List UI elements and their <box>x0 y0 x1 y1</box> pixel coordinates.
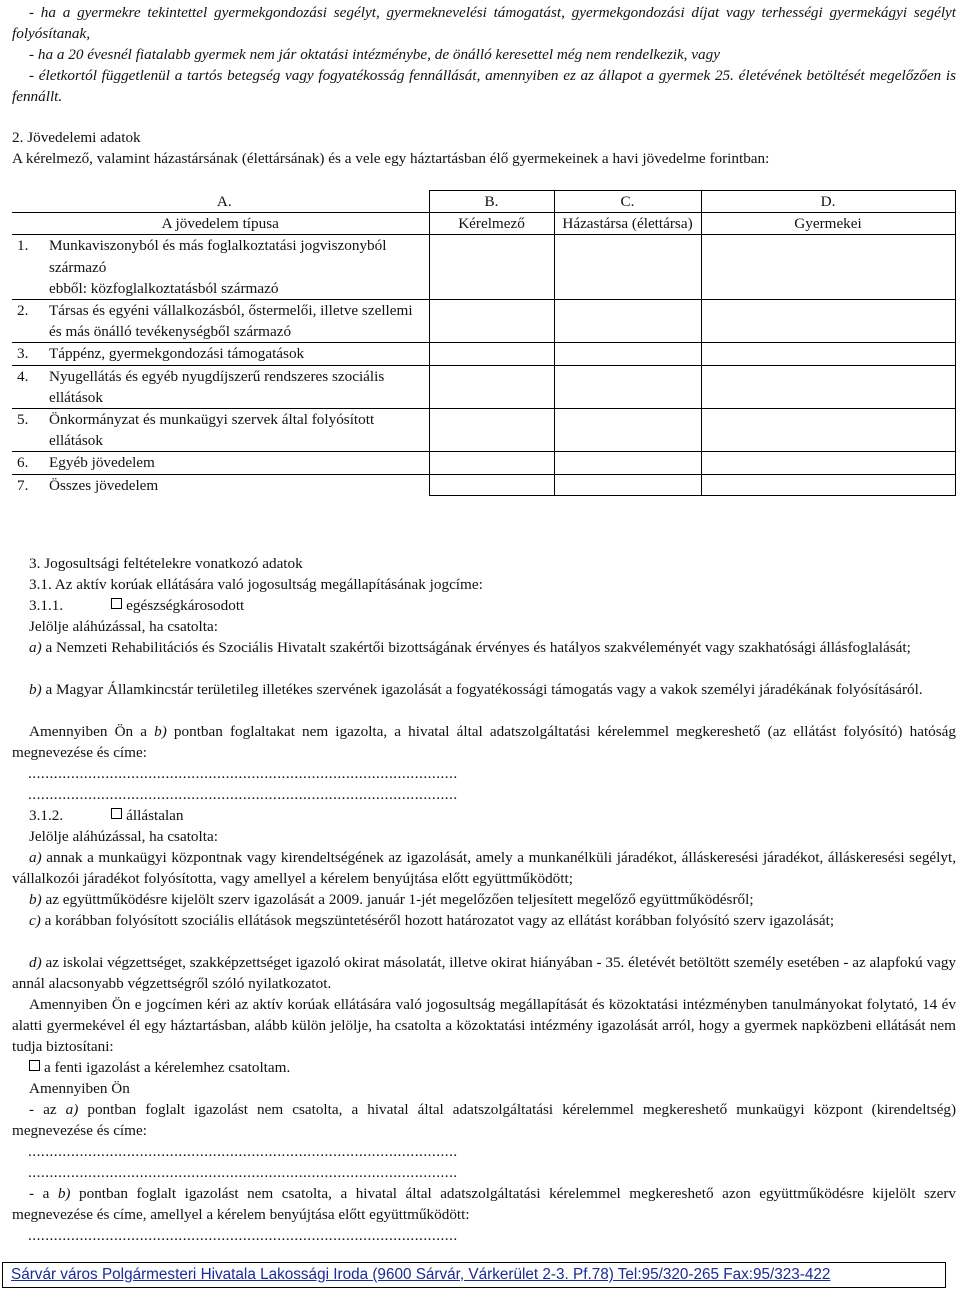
row-sublabel: ebből: közfoglalkoztatásból származó <box>49 279 279 297</box>
checkbox-unemployed[interactable] <box>111 808 122 819</box>
letter-d: D. <box>701 191 955 213</box>
cell-input[interactable] <box>554 235 701 300</box>
cell-input[interactable] <box>429 452 554 474</box>
fill-line[interactable]: .................................................................................................... <box>28 1143 458 1160</box>
table-row <box>12 474 955 496</box>
section-heading-eligibility: 3. Jogosultsági feltételekre vonatkozó adatok <box>29 555 303 572</box>
row-label: Táppénz, gyermekgondozási támogatások <box>49 345 305 363</box>
cell-input[interactable] <box>554 409 701 452</box>
cell-input[interactable] <box>554 300 701 343</box>
row-number: 4. <box>17 367 29 385</box>
table-header-letters <box>12 191 955 213</box>
cell-input[interactable] <box>701 474 955 496</box>
row-label: Összes jövedelem <box>49 476 159 494</box>
cell-input[interactable] <box>701 235 955 300</box>
row-number: 2. <box>17 302 29 320</box>
list-item-disability: - életkortól függetlenül a tartós betegség vagy fogyatékosság fennállását, amennyiben ez az állapot a gyermek 25. életévének betöltését megelőzően is fennállt. <box>12 67 956 106</box>
row-number: 6. <box>17 454 29 472</box>
cell-input[interactable] <box>554 452 701 474</box>
section-heading-income: 2. Jövedelemi adatok <box>12 129 141 146</box>
col-applicant: Kérelmező <box>429 213 554 235</box>
doc-item-a-311: a) a Nemzeti Rehabilitációs és Szociális Hivatalt szakértői bizottságának érvényes és hatályos szakvéleményét vagy szakhatósági állásfoglalását; <box>29 639 911 656</box>
income-intro: A kérelmező, valamint házastársának (élettársának) és a vele egy háztartásban élő gyermekeinek a havi jövedelme forintban: <box>12 150 770 167</box>
mark-instruction: Jelölje aláhúzással, ha csatolta: <box>29 618 218 635</box>
letter-b: B. <box>429 191 554 213</box>
footer-address: Sárvár város Polgármesteri Hivatala Lakossági Iroda (9600 Sárvár, Várkerület 2-3. Pf.78) Tel:95/320-265 Fax:95/323-422 <box>2 1262 946 1288</box>
table-row <box>12 300 955 343</box>
fill-line[interactable]: .................................................................................................... <box>28 1164 458 1181</box>
option-attached: a fenti igazolást a kérelemhez csatoltam. <box>12 1057 956 1078</box>
list-item-childcare: - ha a gyermekre tekintettel gyermekgondozási segélyt, gyermeknevelési támogatást, gyermekgondozási díjat vagy terhességi gyermekágyi segélyt folyósítanak, <box>12 4 956 43</box>
fill-line[interactable]: .................................................................................................... <box>28 786 458 803</box>
mark-instruction: Jelölje aláhúzással, ha csatolta: <box>29 828 218 845</box>
fill-line[interactable]: .................................................................................................... <box>28 765 458 782</box>
cell-input[interactable] <box>554 474 701 496</box>
option-unemployed: 3.1.2. állástalan <box>29 807 184 824</box>
cell-input[interactable] <box>429 343 554 365</box>
table-header-columns <box>12 213 955 235</box>
doc-item-b-311: b) a Magyar Államkincstár területileg illetékes szervének igazolását a fogyatékossági támogatás vagy a vakok személyi járadékának folyósításáról. <box>29 681 923 698</box>
cell-input[interactable] <box>701 452 955 474</box>
option-health-damaged: 3.1.1. egészségkárosodott <box>29 597 245 614</box>
list-item-under-20: - ha a 20 évesnél fiatalabb gyermek nem jár oktatási intézménybe, de önálló keresettel még nem rendelkezik, vagy <box>29 46 720 63</box>
paragraph-if-b-missing: Amennyiben Ön a b) pontban foglaltakat nem igazolta, a hivatal által adatszolgáltatási kérelemmel megkereshető (az ellátást folyósító) hatóság megnevezése és címe: <box>12 723 957 762</box>
row-label: Munkaviszonyból és más foglalkoztatási jogviszonyból származó <box>49 237 387 276</box>
col-income-type: A jövedelem típusa <box>12 213 429 235</box>
table-row <box>12 343 955 365</box>
doc-item-d-312: d) az iskolai végzettséget, szakképzettséget igazoló okirat másolatát, illetve okirat hiányában - 35. életévét betöltött személy esetében - az alapfokú vagy annál alacsonyabb végzettségről szóló nyilatkozatot. <box>12 954 957 993</box>
row-label: Társas és egyéni vállalkozásból, őstermelői, illetve szellemi és más önálló tevékenységből származó <box>49 302 413 341</box>
table-row <box>12 409 955 452</box>
cell-input[interactable] <box>429 409 554 452</box>
table-row <box>12 452 955 474</box>
cell-input[interactable] <box>429 474 554 496</box>
paragraph-if-you: Amennyiben Ön <box>29 1080 130 1097</box>
cell-input[interactable] <box>554 343 701 365</box>
cell-input[interactable] <box>429 365 554 408</box>
cell-input[interactable] <box>429 300 554 343</box>
cell-input[interactable] <box>429 235 554 300</box>
cell-input[interactable] <box>701 300 955 343</box>
cell-input[interactable] <box>554 365 701 408</box>
row-number: 3. <box>17 345 29 363</box>
col-children: Gyermekei <box>701 213 955 235</box>
paragraph-if-a-missing: - az a) pontban foglalt igazolást nem csatolta, a hivatal által adatszolgáltatási kérelemmel megkereshető munkaügyi központ (kirendeltség) megnevezése és címe: <box>12 1101 956 1140</box>
cell-input[interactable] <box>701 343 955 365</box>
fill-line[interactable]: .................................................................................................... <box>28 1227 458 1244</box>
doc-item-b-312: b) az együttműködésre kijelölt szerv igazolását a 2009. január 1-jét megelőzően teljesített megelőző együttműködésről; <box>29 891 754 908</box>
row-label: Nyugellátás és egyéb nyugdíjszerű rendszeres szociális ellátások <box>49 367 385 406</box>
letter-c: C. <box>554 191 701 213</box>
table-row <box>12 365 955 408</box>
row-number: 5. <box>17 411 29 429</box>
cell-input[interactable] <box>701 365 955 408</box>
row-label: Önkormányzat és munkaügyi szervek által folyósított ellátások <box>49 411 375 450</box>
cell-input[interactable] <box>701 409 955 452</box>
doc-item-c-312: c) a korábban folyósított szociális ellátások megszüntetéséről hozott határozatot vagy az ellátást korábban folyósító szerv igazolását; <box>29 912 835 929</box>
checkbox-attached[interactable] <box>29 1060 40 1071</box>
income-table <box>12 190 956 496</box>
paragraph-school-certificate: Amennyiben Ön e jogcímen kéri az aktív korúak ellátására való jogosultság megállapítását és közoktatási intézményben tanulmányokat folytató, 14 év alatti gyermekével él egy háztartásban, alább külön jelölje, ha csatolta a közoktatási intézmény igazolását arról, hogy a gyermek napközbeni ellátását nem tudja biztosítani: <box>12 996 956 1056</box>
doc-item-a-312: a) annak a munkaügyi központnak vagy kirendeltségének az igazolását, amely a munkanélküli járadékot, álláskeresési járadékot, álláskeresési segélyt, vállalkozói járadékot folyósította, vagy amellyel a kérelem benyújtása előtt együttműködött; <box>12 849 956 888</box>
col-spouse: Házastársa (élettársa) <box>554 213 701 235</box>
subsection-heading-31: 3.1. Az aktív korúak ellátására való jogosultság megállapításának jogcíme: <box>29 576 483 593</box>
row-label: Egyéb jövedelem <box>49 454 155 472</box>
letter-a: A. <box>12 191 429 213</box>
row-number: 7. <box>17 476 29 494</box>
row-number: 1. <box>17 237 29 255</box>
paragraph-if-b-missing-312: - a b) pontban foglalt igazolást nem csatolta, a hivatal által adatszolgáltatási kérelemmel megkereshető azon együttműködésre kijelölt szerv megnevezése és címe, amellyel a kérelem benyújtása előtt együttműködött: <box>12 1185 956 1224</box>
checkbox-health-damaged[interactable] <box>111 598 122 609</box>
table-row <box>12 235 955 300</box>
